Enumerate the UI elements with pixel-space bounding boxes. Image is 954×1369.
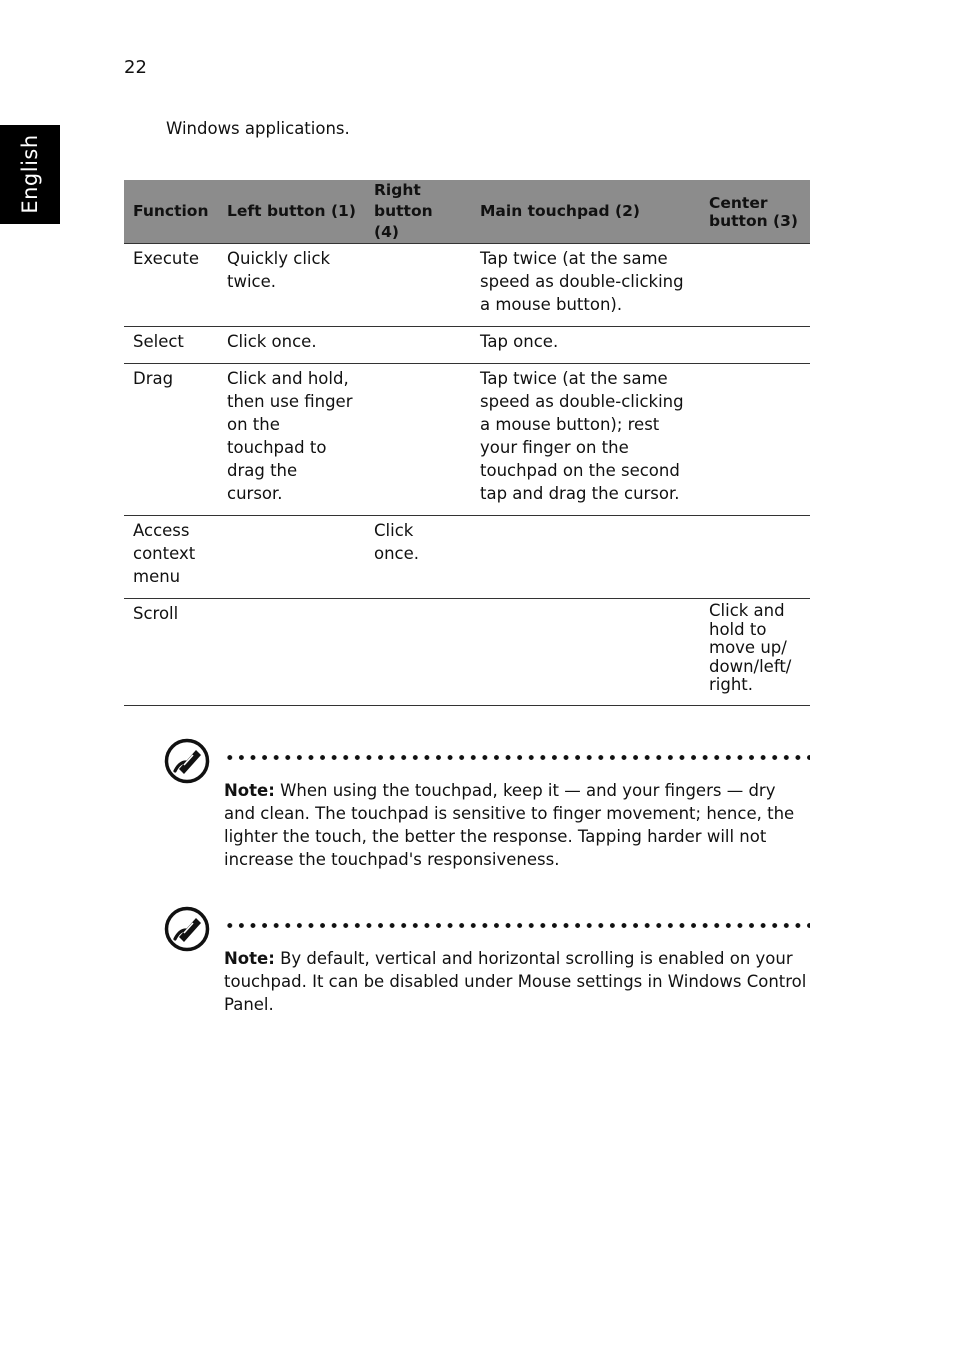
table-row	[124, 599, 810, 706]
note-pencil-icon	[164, 738, 210, 784]
table-cell: Access context menu	[124, 516, 218, 599]
header-main-touchpad: Main touchpad (2)	[471, 180, 700, 244]
note-body: When using the touchpad, keep it — and your fingers — dry and clean. The touchpad is sensitive to finger movement; hence, the lighter the touch, the better the response. Tapping harder will not increase the touchpad's responsiveness.	[224, 781, 795, 869]
page-number: 22	[124, 57, 147, 78]
note-block	[164, 906, 810, 1026]
table-cell	[218, 599, 365, 706]
table-cell: Click and hold to move up/ down/left/ right.	[700, 599, 810, 706]
table-cell: Tap once.	[471, 327, 700, 364]
language-tab	[0, 125, 60, 224]
table-cell: Execute	[124, 244, 218, 327]
header-function: Function	[124, 180, 218, 244]
table-cell	[365, 364, 471, 516]
table-cell: Click once.	[365, 516, 471, 599]
table-cell	[700, 364, 810, 516]
table-cell: Tap twice (at the same speed as double-clicking a mouse button).	[471, 244, 700, 327]
header-center-button: Center button (3)	[700, 180, 810, 244]
table-row	[124, 244, 810, 327]
note-divider	[224, 923, 810, 928]
table-cell	[471, 599, 700, 706]
note-label: Note:	[224, 781, 275, 800]
table-header-row	[124, 180, 810, 244]
header-left-button: Left button (1)	[218, 180, 365, 244]
table-cell	[218, 516, 365, 599]
note-pencil-icon	[164, 906, 210, 952]
intro-text: Windows applications.	[166, 119, 350, 138]
table-row	[124, 516, 810, 599]
table-cell	[700, 244, 810, 327]
note-divider	[224, 755, 810, 760]
table-row	[124, 327, 810, 364]
table-cell	[700, 516, 810, 599]
note-text	[224, 779, 810, 871]
table-cell	[365, 599, 471, 706]
table-cell: Click once.	[218, 327, 365, 364]
table-cell	[365, 244, 471, 327]
note-label: Note:	[224, 949, 275, 968]
table-row	[124, 364, 810, 516]
table-cell: Scroll	[124, 599, 218, 706]
table-cell: Quickly click twice.	[218, 244, 365, 327]
table-cell: Select	[124, 327, 218, 364]
note-block	[164, 738, 810, 878]
table-cell	[471, 516, 700, 599]
note-body: By default, vertical and horizontal scrolling is enabled on your touchpad. It can be disabled under Mouse settings in Windows Control Panel.	[224, 949, 807, 1014]
table-cell: Tap twice (at the same speed as double-clicking a mouse button); rest your finger on the touchpad on the second tap and drag the cursor.	[471, 364, 700, 516]
note-text	[224, 947, 810, 1016]
header-right-button: Right button (4)	[365, 180, 471, 244]
table-cell	[365, 327, 471, 364]
table-cell	[700, 327, 810, 364]
table-cell: Drag	[124, 364, 218, 516]
language-tab-label: English	[18, 134, 42, 214]
table-cell: Click and hold, then use finger on the touchpad to drag the cursor.	[218, 364, 365, 516]
touchpad-function-table	[124, 180, 810, 706]
